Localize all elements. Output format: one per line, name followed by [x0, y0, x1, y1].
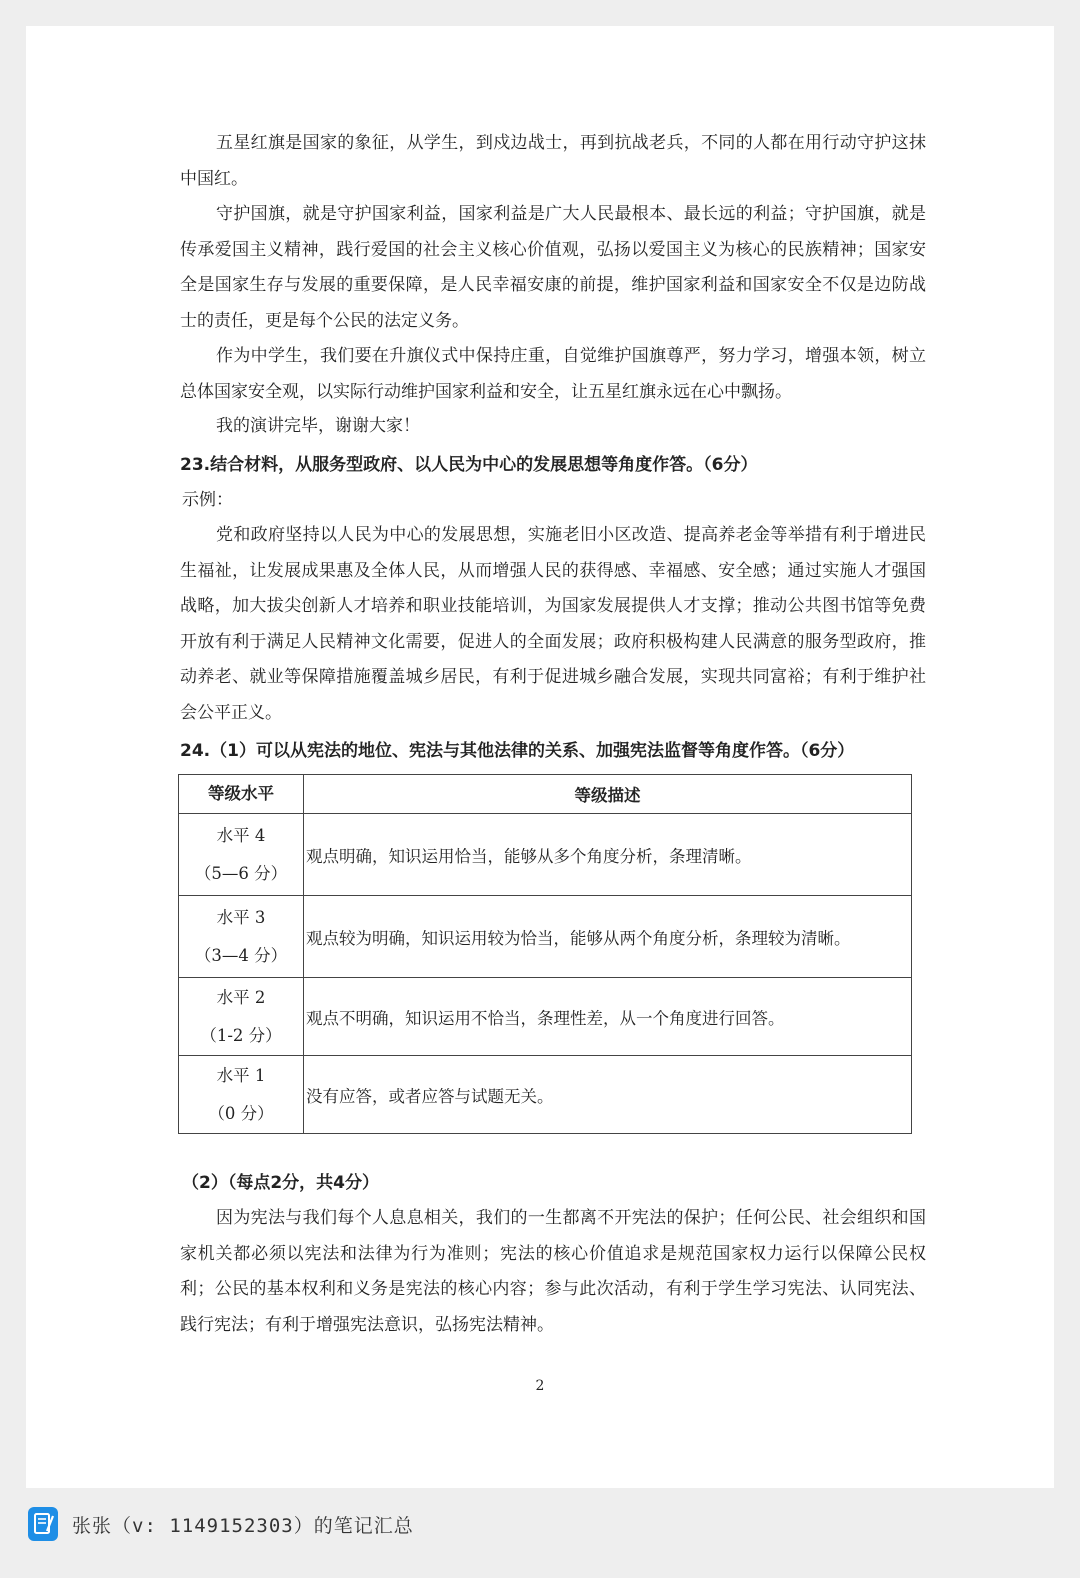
level-name: 水平 3: [216, 907, 266, 927]
q24-answer-part2: 因为宪法与我们每个人息息相关，我们的一生都离不开宪法的保护；任何公民、社会组织和国家机关都必须以宪法和法律为行为准则；宪法的核心价值追求是规范国家权力运行以保障公民权利；公民的基本权利和义务是宪法的核心内容；参与此次活动，有利于学生学习宪法、认同宪法、践行宪法；有利于增强宪法意识，弘扬宪法精神。: [180, 1208, 926, 1335]
q23-example-label: 示例：: [182, 490, 233, 510]
q24-heading-part1: 24.（1）可以从宪法的地位、宪法与其他法律的关系、加强宪法监督等角度作答。（6分）: [180, 741, 855, 761]
level-score: （5—6 分）: [194, 863, 288, 883]
q23-heading: 23.结合材料，从服务型政府、以人民为中心的发展思想等角度作答。（6分）: [180, 455, 758, 475]
level-cell: [179, 814, 304, 896]
page-number: 2: [535, 1378, 545, 1394]
footer-note-title: 张张（v: 1149152303）的笔记汇总: [72, 1514, 414, 1537]
table-row: [179, 978, 912, 1056]
table-row: [179, 814, 912, 896]
paragraph-student-duty: 作为中学生，我们要在升旗仪式中保持庄重，自觉维护国旗尊严，努力学习，增强本领，树立总体国家安全观，以实际行动维护国家利益和安全，让五星红旗永远在心中飘扬。: [180, 346, 926, 402]
q23-answer: 党和政府坚持以人民为中心的发展思想，实施老旧小区改造、提高养老金等举措有利于增进民生福祉，让发展成果惠及全体人民，从而增强人民的获得感、幸福感、安全感；通过实施人才强国战略，加大拔尖创新人才培养和职业技能培训，为国家发展提供人才支撑；推动公共图书馆等免费开放有利于满足人民精神文化需要，促进人的全面发展；政府积极构建人民满意的服务型政府，推动养老、就业等保障措施覆盖城乡居民，有利于促进城乡融合发展，实现共同富裕；有利于维护社会公平正义。: [180, 525, 926, 723]
header-level: 等级水平: [179, 775, 304, 814]
header-description: 等级描述: [304, 775, 912, 814]
note-icon: [28, 1507, 58, 1541]
table-row: [179, 896, 912, 978]
level-score: （1-2 分）: [200, 1025, 282, 1045]
level-name: 水平 1: [216, 1065, 266, 1085]
table-header-row: [179, 775, 912, 814]
grading-rubric-table: [178, 774, 912, 1134]
paragraph-flag-symbol: 五星红旗是国家的象征，从学生，到戍边战士，再到抗战老兵，不同的人都在用行动守护这抹中国红。: [180, 133, 926, 189]
paragraph-national-interest: 守护国旗，就是守护国家利益，国家利益是广大人民最根本、最长远的利益；守护国旗，就是传承爱国主义精神，践行爱国的社会主义核心价值观，弘扬以爱国主义为核心的民族精神；国家安全是国家生存与发展的重要保障，是人民幸福安康的前提，维护国家利益和国家安全不仅是边防战士的责任，更是每个公民的法定义务。: [180, 204, 926, 331]
level-name: 水平 2: [216, 987, 266, 1007]
paragraph-closing: 我的演讲完毕，谢谢大家！: [216, 416, 420, 436]
level-name: 水平 4: [216, 825, 266, 845]
level-cell: [179, 1056, 304, 1134]
level-description: 观点不明确，知识运用不恰当，条理性差，从一个角度进行回答。: [304, 978, 912, 1056]
footer-bar: [28, 1505, 414, 1543]
level-description: 观点明确，知识运用恰当，能够从多个角度分析，条理清晰。: [304, 814, 912, 896]
document-page: [26, 26, 1054, 1488]
level-description: 观点较为明确，知识运用较为恰当，能够从两个角度分析，条理较为清晰。: [304, 896, 912, 978]
level-score: （3—4 分）: [194, 945, 288, 965]
table-row: [179, 1056, 912, 1134]
level-cell: [179, 896, 304, 978]
q24-heading-part2: （2）（每点2分，共4分）: [182, 1173, 379, 1193]
level-description: 没有应答，或者应答与试题无关。: [304, 1056, 912, 1134]
level-score: （0 分）: [208, 1103, 274, 1123]
level-cell: [179, 978, 304, 1056]
